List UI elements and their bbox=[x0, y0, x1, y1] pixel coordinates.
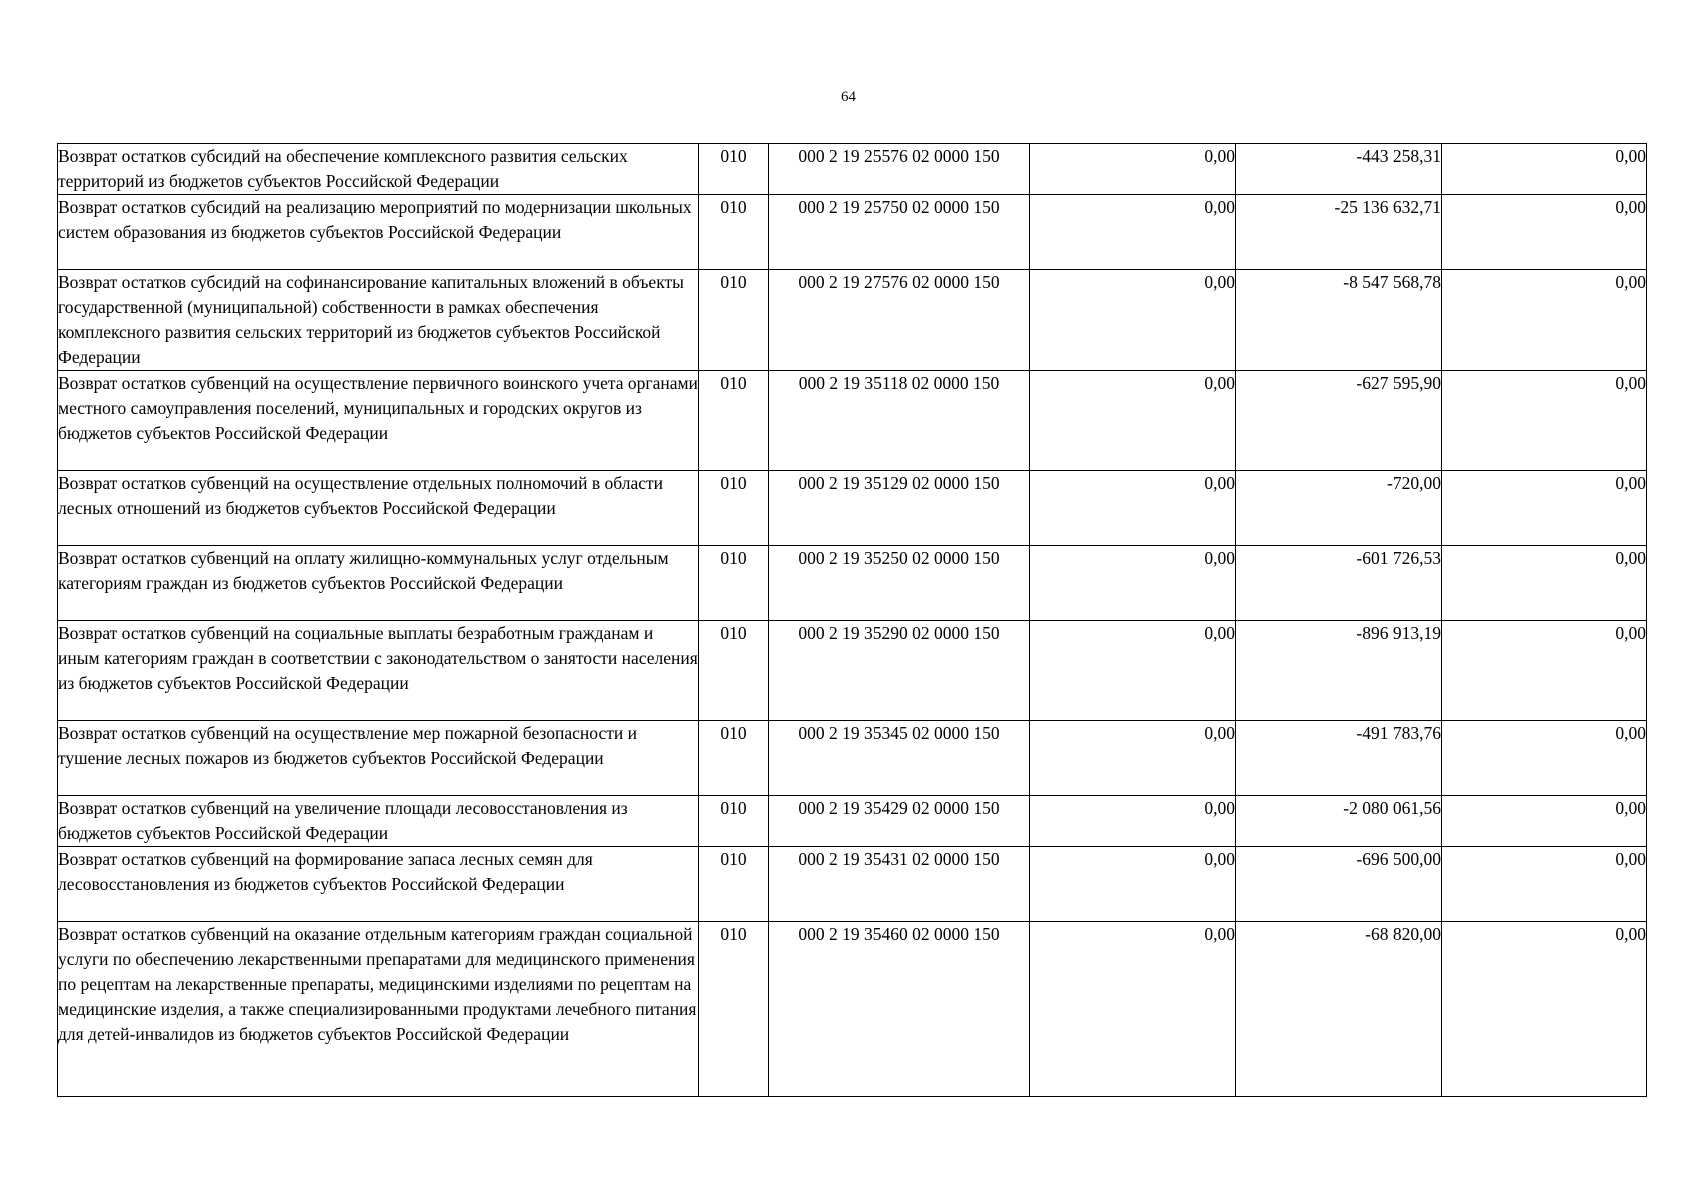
row-budget-code: 000 2 19 35431 02 0000 150 bbox=[769, 847, 1030, 922]
row-value-3: 0,00 bbox=[1442, 546, 1647, 621]
row-value-1: 0,00 bbox=[1030, 922, 1236, 1097]
row-value-1: 0,00 bbox=[1030, 270, 1236, 371]
page-number: 64 bbox=[841, 89, 856, 105]
table-row bbox=[58, 922, 1647, 1097]
row-description: Возврат остатков субвенций на осуществление первичного воинского учета органами местного самоуправления поселений, муниципальных и городских округов из бюджетов субъектов Российской Федерации bbox=[58, 371, 699, 471]
row-value-2: -896 913,19 bbox=[1236, 621, 1442, 721]
row-value-3: 0,00 bbox=[1442, 471, 1647, 546]
row-value-2: -25 136 632,71 bbox=[1236, 195, 1442, 270]
row-description: Возврат остатков субвенций на оплату жилищно-коммунальных услуг отдельным категориям граждан из бюджетов субъектов Российской Федерации bbox=[58, 546, 699, 621]
table-row bbox=[58, 621, 1647, 721]
table-row bbox=[58, 371, 1647, 471]
row-budget-code: 000 2 19 27576 02 0000 150 bbox=[769, 270, 1030, 371]
row-value-3: 0,00 bbox=[1442, 721, 1647, 796]
row-value-2: -696 500,00 bbox=[1236, 847, 1442, 922]
row-value-3: 0,00 bbox=[1442, 195, 1647, 270]
row-value-2: -2 080 061,56 bbox=[1236, 796, 1442, 847]
row-value-1: 0,00 bbox=[1030, 721, 1236, 796]
table-row bbox=[58, 195, 1647, 270]
table-row bbox=[58, 471, 1647, 546]
row-admin-code: 010 bbox=[699, 144, 769, 195]
row-budget-code: 000 2 19 25576 02 0000 150 bbox=[769, 144, 1030, 195]
row-description: Возврат остатков субсидий на софинансирование капитальных вложений в объекты государственной (муниципальной) собственности в рамках обеспечения комплексного развития сельских территорий из бюджетов субъектов Российской Федерации bbox=[58, 270, 699, 371]
row-value-1: 0,00 bbox=[1030, 371, 1236, 471]
row-description: Возврат остатков субвенций на осуществление мер пожарной безопасности и тушение лесных пожаров из бюджетов субъектов Российской Федерации bbox=[58, 721, 699, 796]
row-value-1: 0,00 bbox=[1030, 195, 1236, 270]
row-admin-code: 010 bbox=[699, 195, 769, 270]
row-value-3: 0,00 bbox=[1442, 621, 1647, 721]
row-description: Возврат остатков субвенций на социальные выплаты безработным гражданам и иным категориям граждан в соответствии с законодательством о занятости населения из бюджетов субъектов Российской Федерации bbox=[58, 621, 699, 721]
row-value-2: -68 820,00 bbox=[1236, 922, 1442, 1097]
row-value-1: 0,00 bbox=[1030, 621, 1236, 721]
row-value-2: -601 726,53 bbox=[1236, 546, 1442, 621]
row-value-3: 0,00 bbox=[1442, 371, 1647, 471]
budget-table bbox=[57, 143, 1647, 1097]
row-admin-code: 010 bbox=[699, 471, 769, 546]
row-admin-code: 010 bbox=[699, 721, 769, 796]
row-admin-code: 010 bbox=[699, 922, 769, 1097]
row-value-3: 0,00 bbox=[1442, 270, 1647, 371]
row-value-1: 0,00 bbox=[1030, 546, 1236, 621]
row-budget-code: 000 2 19 35460 02 0000 150 bbox=[769, 922, 1030, 1097]
row-budget-code: 000 2 19 35129 02 0000 150 bbox=[769, 471, 1030, 546]
row-admin-code: 010 bbox=[699, 796, 769, 847]
row-admin-code: 010 bbox=[699, 546, 769, 621]
row-value-1: 0,00 bbox=[1030, 471, 1236, 546]
row-budget-code: 000 2 19 35250 02 0000 150 bbox=[769, 546, 1030, 621]
table-row bbox=[58, 546, 1647, 621]
row-description: Возврат остатков субвенций на оказание отдельным категориям граждан социальной услуги по обеспечению лекарственными препаратами для медицинского применения по рецептам на лекарственные препараты, медицинскими изделиями по рецептам на медицинские изделия, а также специализированными продуктами лечебного питания для детей-инвалидов из бюджетов субъектов Российской Федерации bbox=[58, 922, 699, 1097]
row-budget-code: 000 2 19 35118 02 0000 150 bbox=[769, 371, 1030, 471]
row-value-2: -8 547 568,78 bbox=[1236, 270, 1442, 371]
row-description: Возврат остатков субвенций на осуществление отдельных полномочий в области лесных отношений из бюджетов субъектов Российской Федерации bbox=[58, 471, 699, 546]
table-row bbox=[58, 270, 1647, 371]
row-value-2: -627 595,90 bbox=[1236, 371, 1442, 471]
row-value-1: 0,00 bbox=[1030, 144, 1236, 195]
row-admin-code: 010 bbox=[699, 371, 769, 471]
row-admin-code: 010 bbox=[699, 847, 769, 922]
row-budget-code: 000 2 19 35345 02 0000 150 bbox=[769, 721, 1030, 796]
row-budget-code: 000 2 19 35429 02 0000 150 bbox=[769, 796, 1030, 847]
table-row bbox=[58, 847, 1647, 922]
row-description: Возврат остатков субсидий на обеспечение комплексного развития сельских территорий из бюджетов субъектов Российской Федерации bbox=[58, 144, 699, 195]
row-description: Возврат остатков субвенций на увеличение площади лесовосстановления из бюджетов субъектов Российской Федерации bbox=[58, 796, 699, 847]
row-budget-code: 000 2 19 25750 02 0000 150 bbox=[769, 195, 1030, 270]
row-value-1: 0,00 bbox=[1030, 796, 1236, 847]
row-description: Возврат остатков субвенций на формирование запаса лесных семян для лесовосстановления из бюджетов субъектов Российской Федерации bbox=[58, 847, 699, 922]
row-value-3: 0,00 bbox=[1442, 796, 1647, 847]
row-value-2: -491 783,76 bbox=[1236, 721, 1442, 796]
row-admin-code: 010 bbox=[699, 621, 769, 721]
row-admin-code: 010 bbox=[699, 270, 769, 371]
row-value-2: -443 258,31 bbox=[1236, 144, 1442, 195]
row-value-3: 0,00 bbox=[1442, 144, 1647, 195]
table-row bbox=[58, 721, 1647, 796]
row-description: Возврат остатков субсидий на реализацию мероприятий по модернизации школьных систем образования из бюджетов субъектов Российской Федерации bbox=[58, 195, 699, 270]
row-value-3: 0,00 bbox=[1442, 847, 1647, 922]
table-row bbox=[58, 796, 1647, 847]
row-value-3: 0,00 bbox=[1442, 922, 1647, 1097]
table-row bbox=[58, 144, 1647, 195]
row-budget-code: 000 2 19 35290 02 0000 150 bbox=[769, 621, 1030, 721]
row-value-2: -720,00 bbox=[1236, 471, 1442, 546]
row-value-1: 0,00 bbox=[1030, 847, 1236, 922]
